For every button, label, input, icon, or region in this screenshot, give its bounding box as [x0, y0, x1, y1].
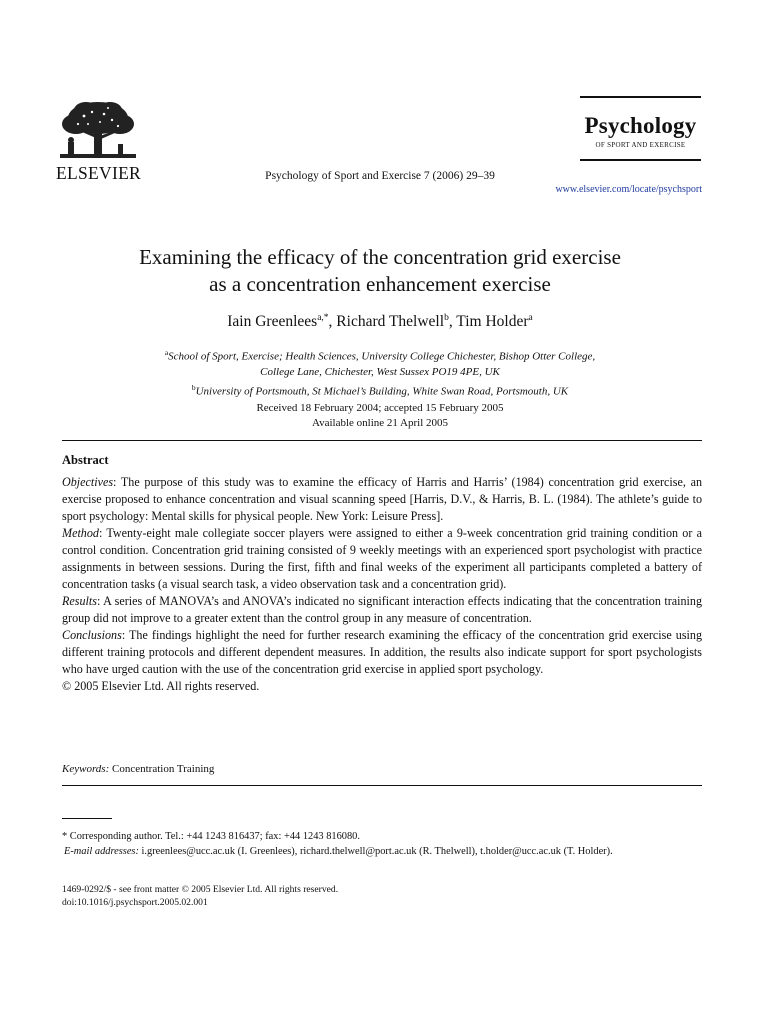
- abstract-method: [62, 525, 702, 593]
- abstract-results: [62, 593, 702, 627]
- front-matter: [62, 883, 338, 909]
- author-separator: ,: [328, 313, 337, 331]
- email-label: E-mail addresses:: [64, 846, 139, 857]
- footnote: [62, 829, 702, 859]
- article-dates: [60, 401, 700, 431]
- author-affil-mark: a,*: [317, 313, 329, 323]
- section-divider: [62, 440, 702, 441]
- received-date: Received 18 February 2004; accepted 15 February 2005: [256, 402, 504, 414]
- section-text: : A series of MANOVA’s and ANOVA’s indicated no significant interaction effects indicating that the concentration training group did not improve to a greater extent than the control group in any measure of concentration.: [62, 594, 702, 625]
- brand-bottom-rule: [580, 159, 701, 161]
- corresponding-author-note: * Corresponding author. Tel.: +44 1243 816437; fax: +44 1243 816080.: [62, 831, 360, 842]
- section-text: : The purpose of this study was to examine the efficacy of Harris and Harris’ (1984) concentration grid exercise, an exercise proposed to enhance concentration and visual scanning speed [Harris, D.V., & Harris, B. L. (1984). The athlete’s guide to sport psychology: Mental skills for physical people. New York: Leisure Press].: [62, 475, 702, 523]
- section-label: Objectives: [62, 475, 114, 489]
- doi-line: doi:10.1016/j.psychsport.2005.02.001: [62, 897, 208, 908]
- section-divider: [62, 785, 702, 786]
- journal-brand-subtitle: OF SPORT AND EXERCISE: [595, 141, 686, 149]
- publisher-name: ELSEVIER: [56, 163, 142, 183]
- abstract-heading: Abstract: [62, 453, 109, 467]
- author-name: Richard Thelwell: [336, 313, 445, 331]
- journal-url-link[interactable]: www.elsevier.com/locate/psychsport: [555, 184, 702, 195]
- email-text: i.greenlees@ucc.ac.uk (I. Greenlees), richard.thelwell@port.ac.uk (R. Thelwell), t.holder@ucc.ac.uk (T. Holder).: [138, 846, 613, 857]
- elsevier-tree-icon: [56, 98, 140, 162]
- issn-line: 1469-0292/$ - see front matter © 2005 Elsevier Ltd. All rights reserved.: [62, 884, 339, 895]
- affiliation-b-line: University of Portsmouth, St Michael’s Building, White Swan Road, Portsmouth, UK: [195, 385, 569, 398]
- keywords-value: Concentration Training: [109, 763, 215, 775]
- keywords: [62, 763, 214, 775]
- available-date: Available online 21 April 2005: [311, 417, 449, 429]
- article-title: [60, 244, 700, 298]
- author-list: [60, 313, 700, 331]
- affiliation-mark: a: [164, 348, 169, 357]
- abstract-conclusions: [62, 627, 702, 678]
- keywords-label: Keywords:: [62, 763, 110, 775]
- section-label: Conclusions: [62, 628, 122, 642]
- affiliation-mark: b: [191, 382, 196, 392]
- affiliation-b: [60, 380, 700, 400]
- section-label: Results: [62, 594, 97, 608]
- publisher-logo: [56, 98, 140, 184]
- abstract-copyright: © 2005 Elsevier Ltd. All rights reserved.: [62, 679, 260, 693]
- title-line-1: Examining the efficacy of the concentration grid exercise: [139, 245, 621, 269]
- section-text: : The findings highlight the need for further research examining the efficacy of the concentration grid exercise using different training protocols and different dependent measures. In addition, the results also indicate support for sport psychologists who have urged caution with the use of the concentration grid exercise in applied sport psychology.: [62, 628, 702, 676]
- affiliation-a: [60, 345, 700, 365]
- journal-brand: [580, 96, 701, 161]
- author-name: Iain Greenlees: [227, 313, 318, 331]
- abstract-objectives: [62, 474, 702, 525]
- email-addresses: [62, 844, 702, 859]
- author-separator: ,: [448, 313, 457, 331]
- affiliations: [60, 345, 700, 399]
- section-text: : Twenty-eight male collegiate soccer players were assigned to either a 9-week concentration grid training condition or a control condition. Concentration grid training consisted of 9 weekly meetings with an experienced sport psychologist with practice assignments in between sessions. During the first, fifth and final weeks of the experiment all participants completed a battery of concentration tasks (a visual search task, a video observation task and a concentration grid).: [62, 526, 702, 591]
- author-affil-mark: b: [444, 313, 449, 323]
- title-line-2: as a concentration enhancement exercise: [209, 272, 551, 296]
- abstract-body: [62, 474, 702, 695]
- footnote-rule: [62, 818, 112, 819]
- author-affil-mark: a: [528, 313, 533, 323]
- affiliation-a-line1: School of Sport, Exercise; Health Sciences, University College Chichester, Bishop Otter College,: [168, 350, 596, 363]
- author-name: Tim Holder: [456, 313, 529, 331]
- journal-citation: Psychology of Sport and Exercise 7 (2006) 29–39: [265, 170, 495, 182]
- brand-top-rule: [580, 96, 701, 98]
- affiliation-a-line2: College Lane, Chichester, West Sussex PO19 4PE, UK: [260, 365, 500, 378]
- journal-brand-title: Psychology: [584, 113, 697, 138]
- section-label: Method: [62, 526, 99, 540]
